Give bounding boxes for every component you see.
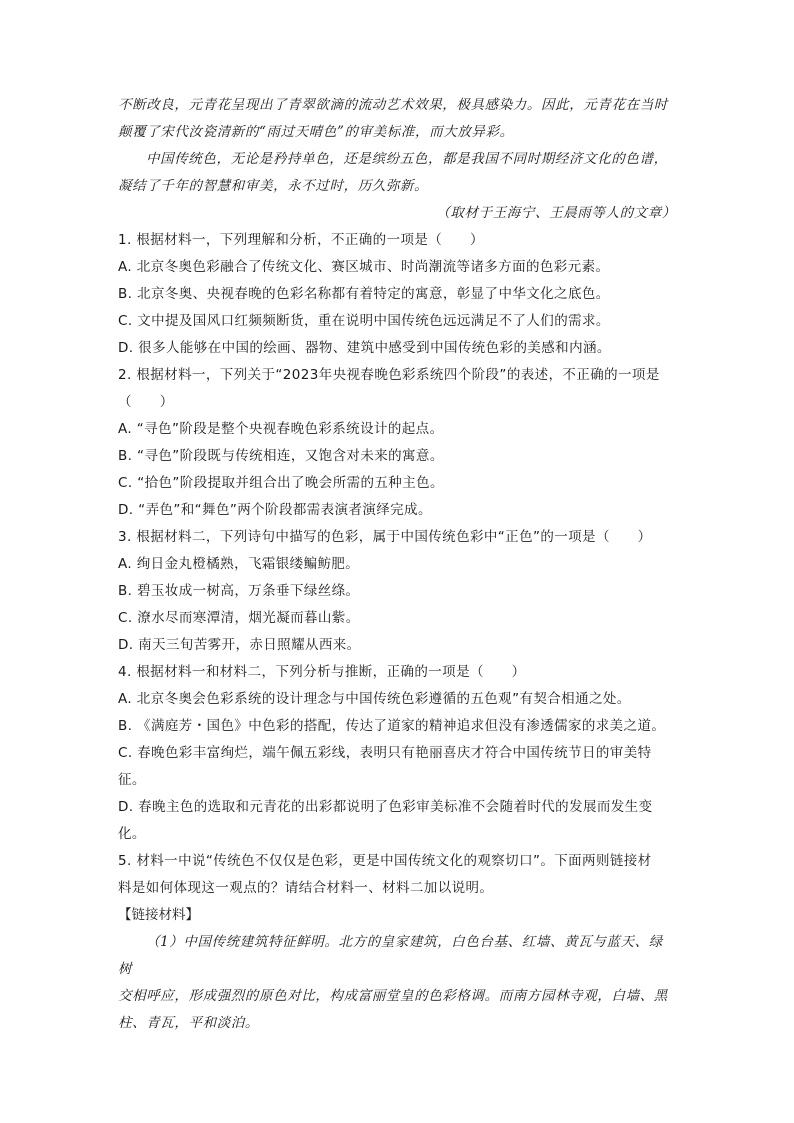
question-2-option-b: B. “寻色”阶段既与传统相连，又饱含对未来的寓意。 <box>118 448 444 464</box>
question-2-option-a: A. “寻色”阶段是整个央视春晚色彩系统设计的起点。 <box>118 421 444 437</box>
passage-para2-line2: 凝结了千年的智慧和审美，永不过时，历久弥新。 <box>118 178 429 194</box>
link-material-item1-line2: 交相呼应，形成强烈的原色对比，构成富丽堂皇的色彩格调。而南方园林寺观，白墙、黑 <box>118 988 668 1004</box>
question-2-option-c: C. “拾色”阶段提取并组合出了晚会所需的五种主色。 <box>118 475 444 491</box>
link-material-item1-line1: （1）中国传统建筑特征鲜明。北方的皇家建筑，白色台基、红墙、黄瓦与蓝天、绿树 <box>118 934 663 977</box>
passage-para1-line1: 不断改良，元青花呈现出了青翠欲滴的流动艺术效果，极具感染力。因此，元青花在当时 <box>118 97 668 113</box>
question-4-stem: 4. 根据材料一和材料二，下列分析与推断，正确的一项是（ ） <box>118 664 526 680</box>
question-4-option-d-line2: 化。 <box>118 826 146 842</box>
questions-section <box>118 227 676 1037</box>
question-1-option-c: C. 文中提及国风口红频频断货，重在说明中国传统色远远满足不了人们的需求。 <box>118 313 610 329</box>
question-2-option-d: D. “弄色”和“舞色”两个阶段都需表演者演绎完成。 <box>118 502 432 518</box>
question-1-option-b: B. 北京冬奥、央视春晚的色彩名称都有着特定的寓意，彰显了中华文化之底色。 <box>118 286 610 302</box>
question-1-option-a: A. 北京冬奥色彩融合了传统文化、赛区城市、时尚潮流等诸多方面的色彩元素。 <box>118 259 610 275</box>
question-4-option-d-line1: D. 春晚主色的选取和元青花的出彩都说明了色彩审美标准不会随着时代的发展而发生变 <box>118 799 653 815</box>
question-5-stem-line1: 5. 材料一中说“传统色不仅仅是色彩，更是中国传统文化的观察切口”。下面两则链接材 <box>118 853 652 869</box>
question-1-option-d: D. 很多人能够在中国的绘画、器物、建筑中感受到中国传统色彩的美感和内涵。 <box>118 340 611 356</box>
question-4-option-c-line2: 征。 <box>118 772 146 788</box>
question-3-option-b: B. 碧玉妆成一树高，万条垂下绿丝绦。 <box>118 583 360 599</box>
passage-para1-line2: 颠覆了宋代汝瓷清新的“雨过天晴色”的审美标准，而大放异彩。 <box>118 124 514 140</box>
question-5-stem-line2: 料是如何体现这一观点的？请结合材料一、材料二加以说明。 <box>118 880 494 896</box>
question-3-option-a: A. 绚日金丸橙橘熟，飞霜银缕鳊鲂肥。 <box>118 556 360 572</box>
question-4-option-b: B. 《满庭芳・国色》中色彩的搭配，传达了道家的精神追求但没有渗透儒家的求美之道。 <box>118 718 666 734</box>
passage-para2-line1: 中国传统色，无论是矜持单色，还是缤纷五色，都是我国不同时期经济文化的色谱， <box>146 151 668 167</box>
question-4-option-c-line1: C. 春晚色彩丰富绚烂，端午佩五彩线，表明只有艳丽喜庆才符合中国传统节日的审美特 <box>118 745 652 761</box>
question-2-stem-line1: 2. 根据材料一，下列关于“2023年央视春晚色彩系统四个阶段”的表述，不正确的一项是 <box>118 367 660 383</box>
link-material-item1-line3: 柱、青瓦，平和淡泊。 <box>118 1015 259 1031</box>
passage-source: （取材于王海宁、王晨雨等人的文章） <box>436 205 676 221</box>
question-2-stem-line2: （ ） <box>118 394 174 410</box>
link-material-title: 【链接材料】 <box>118 907 199 923</box>
question-1-stem: 1. 根据材料一，下列理解和分析，不正确的一项是（ ） <box>118 232 484 248</box>
passage-tail <box>118 92 676 227</box>
question-3-stem: 3. 根据材料二，下列诗句中描写的色彩，属于中国传统色彩中“正色”的一项是（ ） <box>118 529 652 545</box>
question-4-option-a: A. 北京冬奥会色彩系统的设计理念与中国传统色彩遵循的五色观”有契合相通之处。 <box>118 691 631 707</box>
question-3-option-d: D. 南天三旬苦雾开，赤日照耀从西来。 <box>118 637 361 653</box>
question-3-option-c: C. 潦水尽而寒潭清，烟光凝而暮山紫。 <box>118 610 360 626</box>
